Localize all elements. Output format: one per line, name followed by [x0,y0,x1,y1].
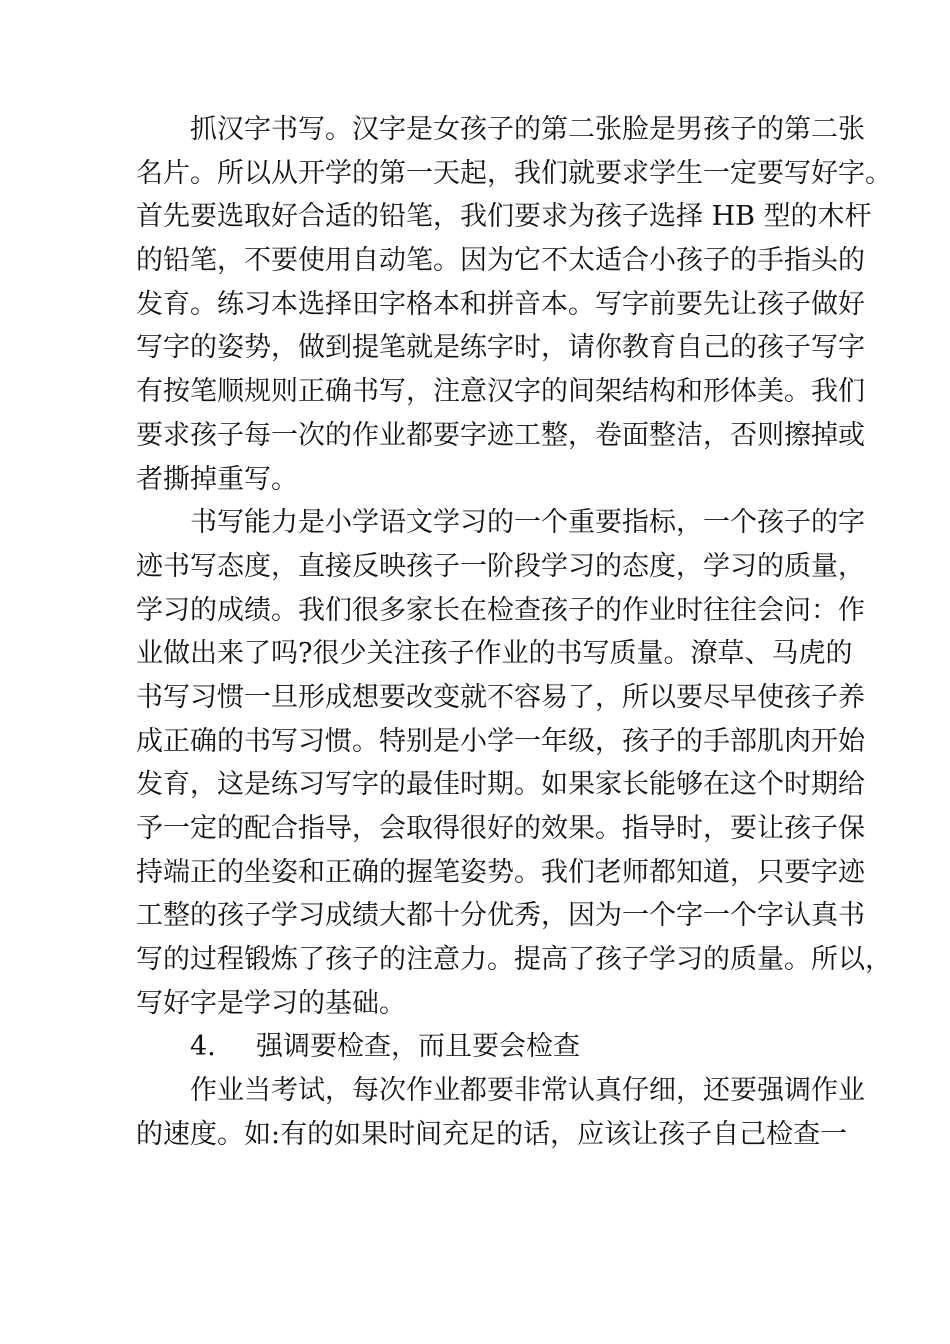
text-line: 写的过程锻炼了孩子的注意力。提高了孩子学习的质量。所以， [136,944,892,976]
text-line: 予一定的配合指导，会取得很好的效果。指导时，要让孩子保 [136,813,865,844]
paragraph-handwriting-requirements [136,108,892,501]
text-line: 业做出来了吗?很少关注孩子作业的书写质量。潦草、马虎的 [136,638,853,670]
text-line: 名片。所以从开学的第一天起，我们就要求学生一定要写好字。 [136,157,892,189]
section-heading [136,1025,848,1069]
text-line: 写字的姿势，做到提笔就是练字时，请你教育自己的孩子写字 [136,332,865,364]
text-line: 书写能力是小学语文学习的一个重要指标，一个孩子的字 [190,507,865,539]
text-line: 发育。练习本选择田字格本和拼音本。写字前要先让孩子做好 [136,288,865,320]
text-line: 有按笔顺规则正确书写，注意汉字的间架结构和形体美。我们 [136,376,865,408]
text-line: 成正确的书写习惯。特别是小学一年级，孩子的手部肌肉开始 [136,725,865,757]
text-line: 写好字是学习的基础。 [136,987,406,1019]
text-line: 的铅笔，不要使用自动笔。因为它不太适合小孩子的手指头的 [136,245,865,277]
text-line: 工整的孩子学习成绩大都十分优秀，因为一个字一个字认真书 [136,900,865,932]
text-line: 迹书写态度，直接反映孩子一阶段学习的态度，学习的质量， [136,550,865,582]
text-line: 书写习惯一旦形成想要改变就不容易了，所以要尽早使孩子养 [136,681,865,713]
text-line: 的速度。如:有的如果时间充足的话，应该让孩子自己检查一 [136,1118,848,1150]
paragraph-writing-ability [136,501,892,1025]
text-line: 首先要选取好合适的铅笔，我们要求为孩子选择 HB 型的木杆 [136,201,872,233]
section-number: 4. [190,1031,216,1063]
text-line: 抓汉字书写。汉字是女孩子的第二张脸是男孩子的第二张 [190,114,865,145]
text-line: 发育，这是练习写字的最佳时期。如果家长能够在这个时期给 [136,769,865,801]
text-line: 要求孩子每一次的作业都要字迹工整，卷面整洁，否则擦掉或 [136,419,865,451]
text-line: 持端正的坐姿和正确的握笔姿势。我们老师都知道，只要字迹 [136,856,865,888]
section-title: 强调要检查，而且要会检查 [256,1031,580,1063]
paragraph-homework-check [136,1069,865,1156]
text-line: 学习的成绩。我们很多家长在检查孩子的作业时往往会问：作 [136,594,865,626]
text-line: 作业当考试，每次作业都要非常认真仔细，还要强调作业 [190,1075,865,1107]
text-line: 者撕掉重写。 [136,463,298,495]
document-body [136,108,892,1157]
